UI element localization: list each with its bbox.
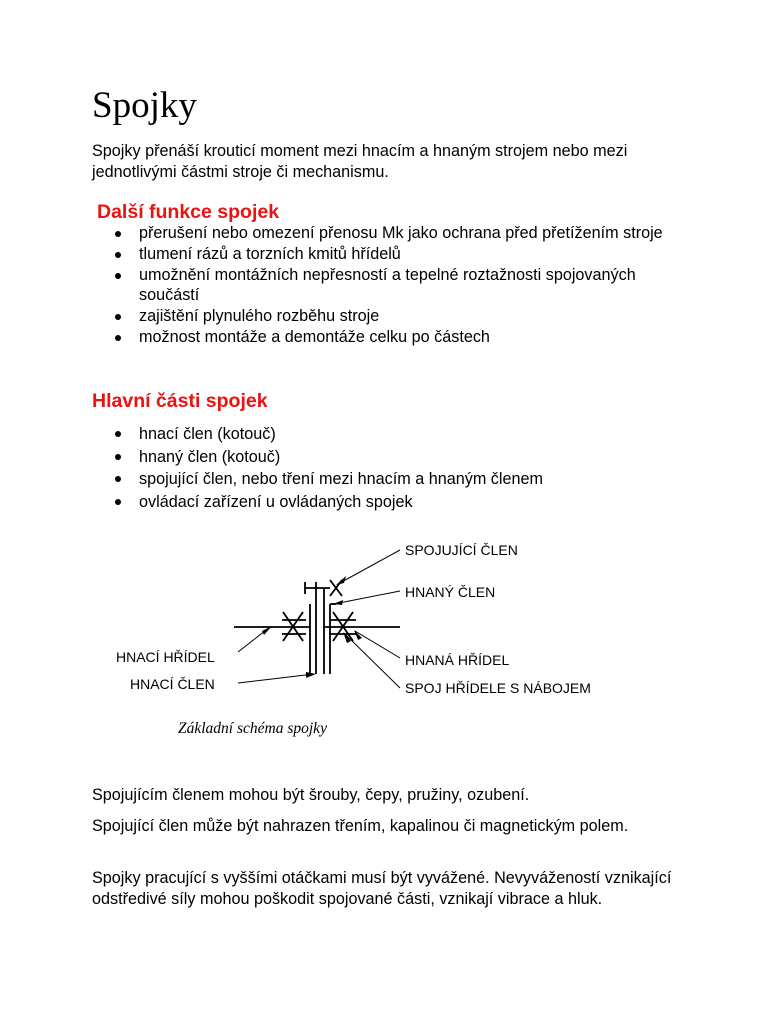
schematic-drawing: [234, 580, 400, 674]
list-item: zajištění plynulého rozběhu stroje: [92, 306, 692, 327]
bullet-icon: [115, 431, 121, 437]
label-driven-member: HNANÝ ČLEN: [405, 584, 496, 600]
bullet-icon: [115, 231, 121, 237]
label-shaft-hub-joint: SPOJ HŘÍDELE S NÁBOJEM: [405, 680, 591, 696]
list-item: umožnění montážních nepřesností a tepelné roztažnosti spojovaných součástí: [92, 265, 692, 307]
bullet-icon: [115, 454, 121, 460]
bullet-icon: [115, 476, 121, 482]
coupling-schematic: [100, 528, 640, 760]
label-driving-member: HNACÍ ČLEN: [130, 676, 215, 692]
label-coupling-member: SPOJUJÍCÍ ČLEN: [405, 542, 518, 558]
section-heading-functions: Další funkce spojek: [97, 201, 280, 223]
page-title: Spojky: [92, 85, 197, 126]
bullet-icon: [115, 314, 121, 320]
list-item: přerušení nebo omezení přenosu Mk jako ochrana před přetížením stroje: [92, 223, 692, 244]
list-item: hnací člen (kotouč): [92, 423, 692, 446]
bullet-icon: [115, 252, 121, 258]
label-driving-shaft: HNACÍ HŘÍDEL: [116, 649, 215, 665]
list-item: ovládací zařízení u ovládaných spojek: [92, 491, 692, 514]
list-item: hnaný člen (kotouč): [92, 446, 692, 469]
main-parts-list: [92, 423, 692, 513]
bullet-icon: [115, 335, 121, 341]
intro-paragraph: Spojky přenáší krouticí moment mezi hnacím a hnaným strojem nebo mezi jednotlivými částmi stroje či mechanismu.: [92, 142, 628, 181]
paragraph-balancing: Spojky pracující s vyššími otáčkami musí být vyvážené. Nevyvážeností vznikající odstředivé síly mohou poškodit spojované části, vznikají vibrace a hluk.: [92, 869, 672, 908]
list-item: tlumení rázů a torzních kmitů hřídelů: [92, 244, 692, 265]
label-driven-shaft: HNANÁ HŘÍDEL: [405, 652, 510, 668]
list-item: možnost montáže a demontáže celku po částech: [92, 327, 692, 348]
bullet-icon: [115, 499, 121, 505]
bullet-icon: [115, 273, 121, 279]
list-item: spojující člen, nebo tření mezi hnacím a hnaným členem: [92, 468, 692, 491]
section-heading-main-parts: Hlavní části spojek: [92, 390, 268, 412]
leader-lines: [238, 550, 400, 688]
functions-list: [92, 223, 692, 348]
diagram-caption: Základní schéma spojky: [178, 720, 327, 737]
paragraph-coupling-examples: Spojujícím členem mohou být šrouby, čepy, pružiny, ozubení.: [92, 786, 530, 804]
paragraph-coupling-replacement: Spojující člen může být nahrazen třením, kapalinou či magnetickým polem.: [92, 817, 629, 835]
